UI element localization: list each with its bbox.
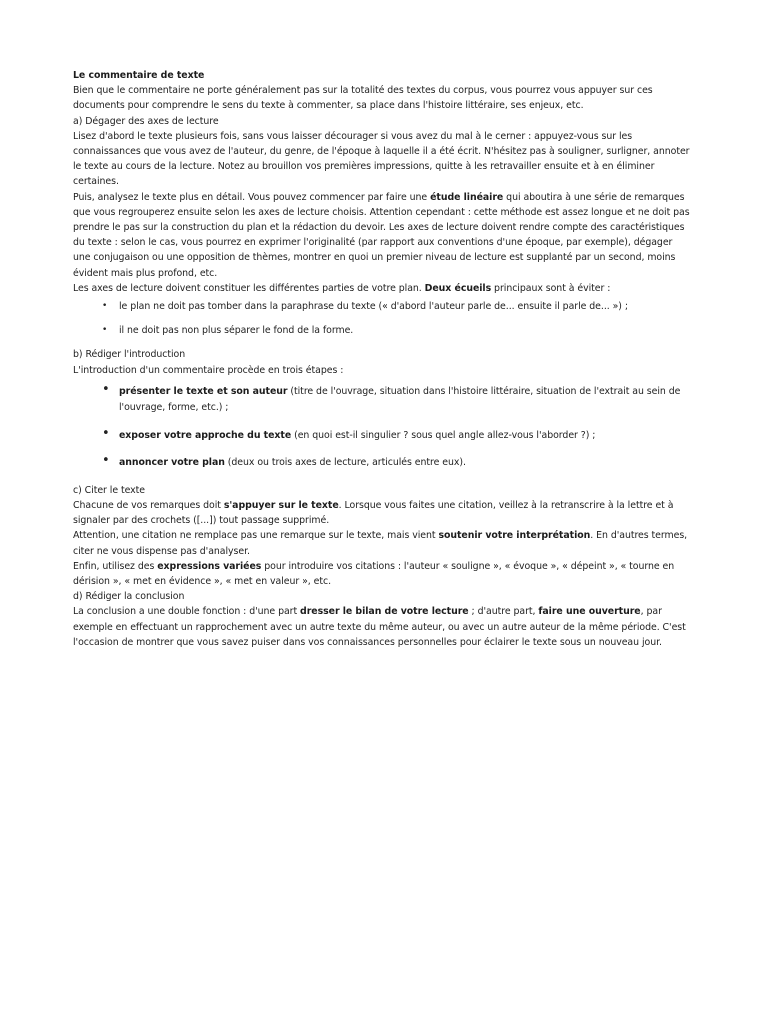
section-a-paragraph-3: Les axes de lecture doivent constituer les différentes parties de votre plan. Deux écueils principaux sont à éviter : — [73, 282, 611, 294]
section-a-heading: a) Dégager des axes de lecture — [73, 115, 219, 127]
emphasis: dresser le bilan de votre lecture — [300, 606, 469, 618]
bullet-icon: • — [102, 453, 110, 469]
section-b-heading: b) Rédiger l'introduction — [73, 349, 186, 361]
section-b-paragraph-1: L'introduction d'un commentaire procède en trois étapes : — [73, 364, 344, 376]
list-item: • il ne doit pas non plus séparer le fond de la forme. — [73, 323, 691, 338]
bullet-icon: • — [102, 425, 110, 441]
list-item: • le plan ne doit pas tomber dans la paraphrase du texte (« d'abord l'auteur parle de... ensuite il parle de... ») ; — [73, 299, 691, 314]
emphasis: faire une ouverture — [538, 606, 641, 618]
emphasis: s'appuyer sur le texte — [223, 500, 339, 512]
section-c-paragraph-2: Attention, une citation ne remplace pas une remarque sur le texte, mais vient soutenir votre interprétation. En d'autres termes, citer ne vous dispense pas d'analyser. — [73, 530, 688, 557]
section-c-heading: c) Citer le texte — [73, 484, 145, 496]
document-page — [73, 68, 691, 650]
list-item: • présenter le texte et son auteur (titre de l'ouvrage, situation dans l'histoire littéraire, situation de l'extrait au sein de l'ouvrage, forme, etc.) ; — [102, 381, 681, 414]
emphasis: Deux écueils — [424, 282, 492, 294]
section-a-paragraph-2: Puis, analysez le texte plus en détail. Vous pouvez commencer par faire une étude linéaire qui aboutira à une série de remarques que vous regrouperez ensuite selon les axes de lecture choisis. Attention cependant : cette méthode est assez longue et ne doit pas prendre le pas sur la construction du plan et la rédaction du devoir. Les axes de lecture doivent rendre compte des caractéristiques du texte : selon le cas, vous pourrez en exprimer l'originalité (par rapport aux conventions d'une époque, par exemple), dégager une conjugaison ou une opposition de thèmes, montrer en quoi un premier niveau de lecture est supplanté par un second, moins évident mais plus profond, etc. — [73, 191, 690, 279]
section-c-paragraph-1: Chacune de vos remarques doit s'appuyer sur le texte. Lorsque vous faites une citation, veillez à la retranscrire à la lettre et à signaler par des crochets ([...]) tout passage supprimé. — [73, 500, 674, 527]
emphasis: étude linéaire — [430, 191, 504, 203]
bullet-icon: • — [102, 381, 110, 397]
section-d-heading: d) Rédiger la conclusion — [73, 591, 185, 603]
list-item: • annoncer votre plan (deux ou trois axes de lecture, articulés entre eux). — [102, 453, 466, 469]
section-c-paragraph-3: Enfin, utilisez des expressions variées pour introduire vos citations : l'auteur « souligne », « évoque », « dépeint », « tourne en dérision », « met en évidence », « met en valeur », etc. — [73, 560, 675, 588]
section-d-paragraph-1: La conclusion a une double fonction : d'une part dresser le bilan de votre lecture ; d'autre part, faire une ouverture, par exemple en effectuant un rapprochement avec un autre texte du même auteur, ou avec un autre auteur de la même période. C'est l'occasion de montrer que vous savez puiser dans vos connaissances personnelles pour éclairer le texte sous un nouveau jour. — [73, 606, 686, 648]
emphasis: soutenir votre interprétation — [438, 530, 591, 542]
pitfalls-list — [73, 299, 691, 338]
section-a-paragraph-1: Lisez d'abord le texte plusieurs fois, sans vous laisser décourager si vous avez du mal à le cerner : appuyez-vous sur les connaissances que vous avez de l'auteur, du genre, de l'époque à laquelle il a été écrit. N'hésitez pas à souligner, surligner, annoter le texte au cours de la lecture. Notez au brouillon vos premières impressions, quitte à les retravailler ensuite et à en éliminer certaines. — [73, 130, 690, 188]
bullet-icon: • — [102, 301, 108, 312]
list-item: • exposer votre approche du texte (en quoi est-il singulier ? sous quel angle allez-vous l'aborder ?) ; — [102, 425, 596, 441]
document-title: Le commentaire de texte — [73, 70, 205, 81]
steps-list — [73, 381, 691, 472]
emphasis: expressions variées — [157, 560, 262, 572]
bullet-icon: • — [102, 325, 108, 336]
intro-paragraph: Bien que le commentaire ne porte généralement pas sur la totalité des textes du corpus, vous pourrez vous appuyer sur ces documents pour comprendre le sens du texte à commenter, sa place dans l'histoire littéraire, ses enjeux, etc. — [73, 85, 653, 112]
